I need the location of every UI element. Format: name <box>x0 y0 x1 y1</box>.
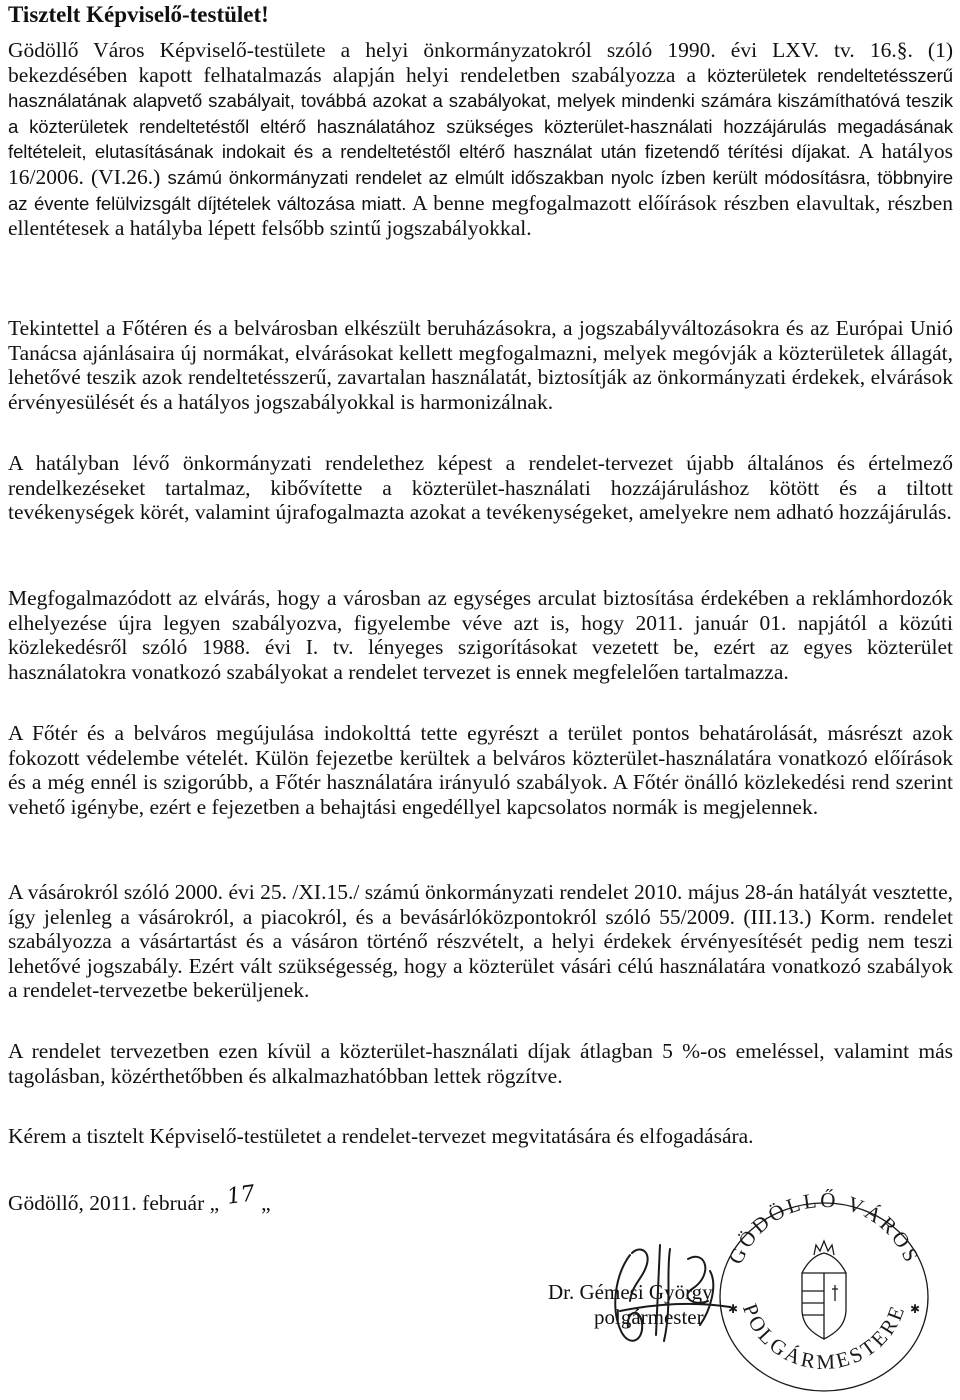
dateline <box>8 1181 271 1217</box>
paragraph-3: A hatályban lévő önkormányzati rendelethez képest a rendelet-tervezet újabb általános és értelmező rendelkezéseket tartalmaz, kibővítette a közterület-használati hozzájáruláshoz kötött és a tiltott tevékenységek körét, valamint újrafogalmazta azokat a tevékenységeket, amelyekre nem adható hozzájárulás. <box>8 451 953 525</box>
paragraph-1-sans: közterületek rendeltetésszerű használatának alapvető szabályait, továbbá azokat a szabályokat, melyek mindenki számára kiszámíthatóvá teszik a közterületek rendeltetéstől eltérő használatához szükséges közterület-használati hozzájárulás megadásának feltételeit, elutasításának indokait és a rendeltetéstől eltérő használat után fizetendő térítési díjakat. <box>8 64 953 163</box>
signatory-title: polgármester <box>594 1305 704 1329</box>
paragraph-1 <box>8 38 953 241</box>
dateline-suffix: „ <box>261 1191 271 1215</box>
handwritten-day: 17 <box>225 1181 257 1210</box>
paragraph-1-serif-2: A hatályos 16/2006. (VI.26.) <box>8 139 953 189</box>
svg-text:✱: ✱ <box>728 1302 739 1316</box>
paragraph-8: Kérem a tisztelt Képviselő-testületet a rendelet-tervezet megvitatására és elfogadására. <box>8 1124 754 1148</box>
paragraph-7: A rendelet tervezetben ezen kívül a közterület-használati díjak átlagban 5 %-os emeléssel, valamint más tagolásban, közérthetőbben és alkalmazhatóbban lettek rögzítve. <box>8 1039 953 1088</box>
page-title: Tisztelt Képviselő-testület! <box>8 2 269 27</box>
seal-bottom-text: POLGÁRMESTERE <box>737 1300 911 1375</box>
paragraph-6: A vásárokról szóló 2000. évi 25. /XI.15./ számú önkormányzati rendelet 2010. május 28-án hatályát vesztette, így jelenleg a vásárokról, a piacokról, és a bevásárlóközpontokról szóló 55/2009. (III.13.) Korm. rendelet szabályozza a vásártartást és a vásáron történő részvételt, a helyi érdekek érvényesítését pedig nem teszi lehetővé jogszabály. Ezért vált szükségesség, hogy a közterület vásári célú használatára vonatkozó szabályok a rendelet-tervezetbe bekerüljenek. <box>8 880 953 1003</box>
svg-text:✱: ✱ <box>910 1302 921 1316</box>
svg-text:GÖDÖLLŐ VÁROS <box>723 1188 924 1268</box>
dateline-prefix: Gödöllő, 2011. február „ <box>8 1191 220 1215</box>
paragraph-5: A Főtér és a belváros megújulása indokolttá tette egyrészt a terület pontos behatárolását, másrészt azok fokozott védelembe vételét. Külön fejezetbe kerültek a belváros közterület-használatára vonatkozó előírások és a még ennél is szigorúbb, a Főtér használatára irányuló szabályok. A Főtér önálló közlekedési rend szerint vehető igénybe, ezért e fejezetben a behajtási engedéllyel kapcsolatos normák is megjelennek. <box>8 721 953 819</box>
paragraph-1-serif-3: A benne megfogalmazott előírások részben elavultak, részben ellentétesek a hatályba lépett felsőbb szintű jogszabályokkal. <box>8 190 953 241</box>
paragraph-1-serif: Gödöllő Város Képviselő-testülete a helyi önkormányzatokról szóló 1990. évi LXV. tv. 16.§. (1) bekezdésében kapott felhatalmazás alapján helyi rendeletben szabályozza a <box>8 38 953 87</box>
official-seal <box>698 1185 943 1395</box>
paragraph-1-sans-2: számú önkormányzati rendelet az elmúlt időszakban nyolc ízben került módosításra, többnyire az évente felülvizsgált díjtételek változása miatt. <box>8 166 953 214</box>
paragraph-4: Megfogalmazódott az elvárás, hogy a városban az egységes arculat biztosítása érdekében a reklámhordozók elhelyezése újra legyen szabályozva, figyelembe véve azt is, hogy 2011. január 01. napjától a közúti közlekedésről szóló 1988. évi I. tv. lényeges szigorításokat vezetett be, ezért az egyes közterület használatokra vonatkozó szabályokat a rendelet tervezet is ennek megfelelően tartalmazza. <box>8 586 953 684</box>
signatory-name: Dr. Gémesi György <box>548 1280 713 1304</box>
seal-top-text: GÖDÖLLŐ VÁROS <box>723 1187 925 1268</box>
paragraph-2: Tekintettel a Főtéren és a belvárosban elkészült beruházásokra, a jogszabályváltozásokra és az Európai Unió Tanácsa ajánlásaira új normákat, elvárásokat kellett megfogalmazni, melyek megóvják a közterületek állagát, lehetővé teszik azok rendeltetésszerű, zavartalan használatát, biztosítják az önkormányzati érdekek, elvárások érvényesülését és a hatályos jogszabályokkal is harmonizálnak. <box>8 316 953 414</box>
